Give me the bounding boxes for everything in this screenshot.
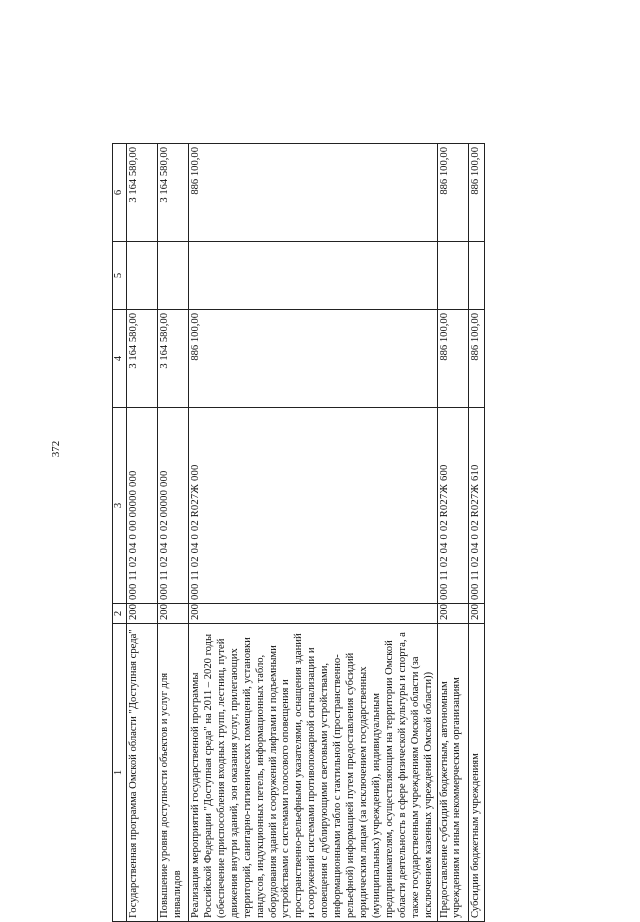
row-col4: 3 164 580,00 xyxy=(127,310,158,408)
row-col5 xyxy=(468,242,484,310)
row-col6: 886 100,00 xyxy=(468,144,484,242)
row-code: 200 xyxy=(127,604,158,624)
row-col6: 3 164 580,00 xyxy=(158,144,189,242)
table-row xyxy=(127,144,158,922)
row-code: 200 xyxy=(468,604,484,624)
table-row xyxy=(158,144,189,922)
row-code: 200 xyxy=(189,604,438,624)
rotated-page-content xyxy=(112,144,600,922)
column-header: 2 xyxy=(113,604,127,624)
table-row xyxy=(468,144,484,922)
row-name: Субсидии бюджетным учреждениям xyxy=(468,624,484,922)
row-classification: 000 11 02 04 0 02 00000 000 xyxy=(158,408,189,604)
row-col5 xyxy=(189,242,438,310)
header-row xyxy=(113,144,127,922)
column-header: 3 xyxy=(113,408,127,604)
row-classification: 000 11 02 04 0 02 R027Ж 600 xyxy=(437,408,468,604)
row-col5 xyxy=(158,242,189,310)
column-header: 6 xyxy=(113,144,127,242)
row-code: 200 xyxy=(437,604,468,624)
table-row xyxy=(189,144,438,922)
column-header: 5 xyxy=(113,242,127,310)
row-name: Предоставление субсидий бюджетным, автономным учреждениям и иным некоммерческим организациям xyxy=(437,624,468,922)
row-col6: 3 164 580,00 xyxy=(127,144,158,242)
row-name: Повышение уровня доступности объектов и услуг для инвалидов xyxy=(158,624,189,922)
budget-table xyxy=(112,143,485,922)
row-classification: 000 11 02 04 0 02 R027Ж 610 xyxy=(468,408,484,604)
row-code: 200 xyxy=(158,604,189,624)
row-col4: 886 100,00 xyxy=(189,310,438,408)
row-col5 xyxy=(437,242,468,310)
row-col4: 3 164 580,00 xyxy=(158,310,189,408)
row-classification: 000 11 02 04 0 02 R027Ж 000 xyxy=(189,408,438,604)
table-row xyxy=(437,144,468,922)
row-col4: 886 100,00 xyxy=(437,310,468,408)
row-col4: 886 100,00 xyxy=(468,310,484,408)
column-header: 4 xyxy=(113,310,127,408)
page-number: 372 xyxy=(50,440,62,458)
row-classification: 000 11 02 04 0 00 00000 000 xyxy=(127,408,158,604)
row-name: Реализация мероприятий государственной программы Российской Федерации "Доступная среда" на 2011 – 2020 годы (обеспечение приспособления входных групп, лестниц, путей движения внутри зданий, зон оказания услуг, прилегающих территорий, санитарно-гигиенических помещений, установки пандусов, индукционных петель, информационных табло, оборудования зданий и сооружений лифтами и подъемными устройствами с системами голосового оповещения и пространственно-рельефными указателями, оснащения зданий и сооружений системами противопожарной сигнализации и оповещения с дублирующими световыми устройствами, информационными табло с тактильной (пространственно-рельефной) информацией путем предоставления субсидий юридическим лицам (за исключением государственных (муниципальных) учреждений), индивидуальным предпринимателям, осуществляющим на территории Омской области деятельность в сфере физической культуры и спорта, а также государственным учреждениям Омской области (за исключением казенных учреждений Омской области)) xyxy=(189,624,438,922)
row-name: Государственная программа Омской области "Доступная среда" xyxy=(127,624,158,922)
row-col6: 886 100,00 xyxy=(437,144,468,242)
row-col6: 886 100,00 xyxy=(189,144,438,242)
row-col5 xyxy=(127,242,158,310)
column-header: 1 xyxy=(113,624,127,922)
